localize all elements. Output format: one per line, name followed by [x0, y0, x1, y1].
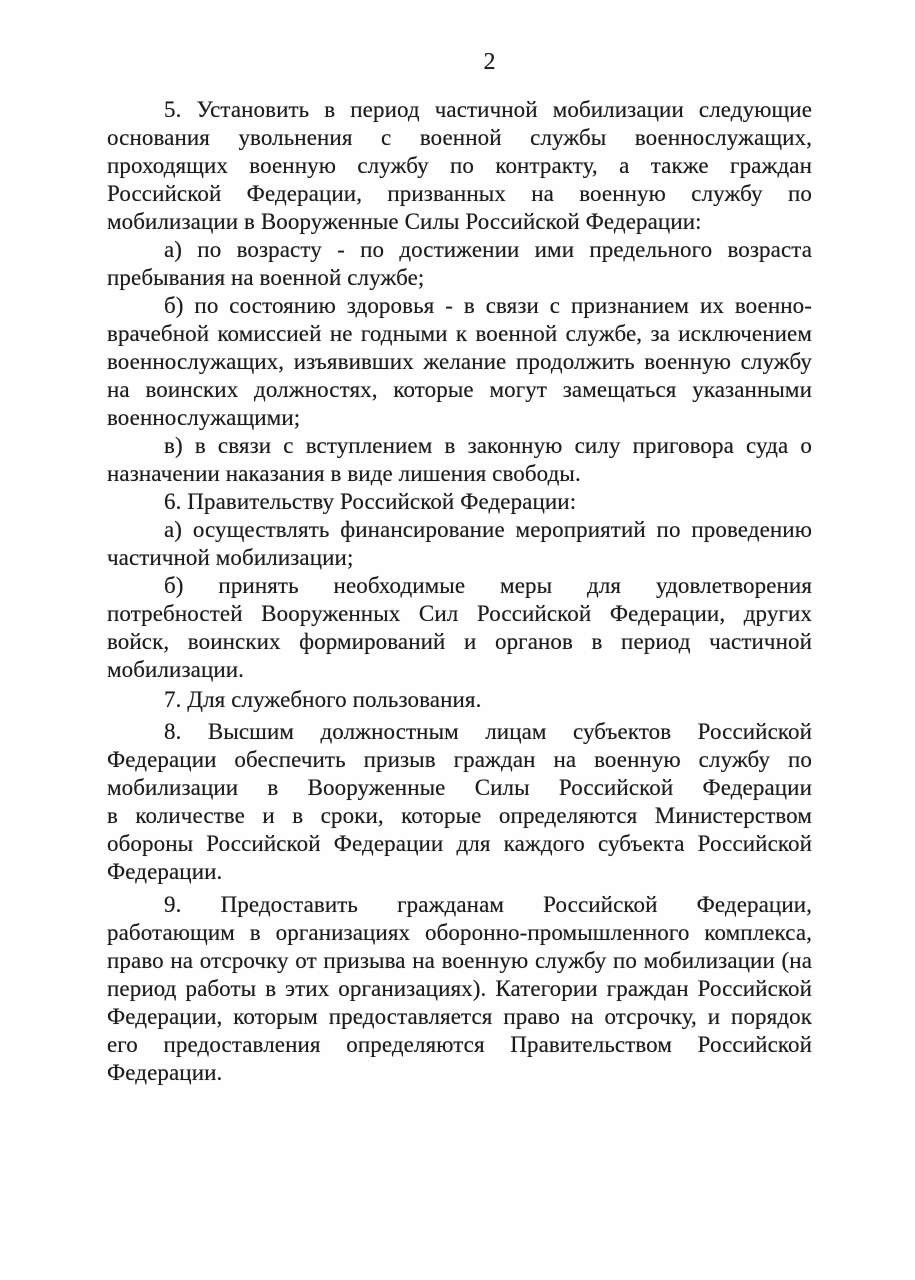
- paragraph-item-5-v: [107, 432, 812, 488]
- text-line: 5. Установить в период частичной мобилизации следующие: [164, 97, 812, 122]
- text-line: мобилизации в Вооруженные Силы Российской Федерации:: [107, 209, 702, 234]
- paragraph-item-5: [107, 96, 812, 236]
- text-line: 8. Высшим должностным лицам субъектов Российской: [164, 719, 812, 744]
- text-line: основания увольнения с военной службы военнослужащих,: [107, 125, 812, 150]
- paragraph-item-6-b: [107, 572, 812, 684]
- text-line: военнослужащими;: [107, 405, 301, 430]
- text-line: а) по возрасту - по достижении ими предельного возраста: [164, 237, 812, 262]
- text-line: 9. Предоставить гражданам Российской Федерации,: [164, 892, 812, 917]
- text-line: б) принять необходимые меры для удовлетворения: [164, 573, 812, 598]
- page-number: 2: [483, 49, 496, 75]
- text-line: в количестве и в сроки, которые определяются Министерством: [107, 803, 812, 828]
- paragraph-item-8: [107, 718, 812, 886]
- paragraph-item-5-b: [107, 292, 812, 432]
- text-line: Российской Федерации, призванных на военную службу по: [107, 181, 812, 206]
- text-line: врачебной комиссией не годными к военной службе, за исключением: [107, 321, 812, 346]
- text-line: мобилизации в Вооруженные Силы Российской Федерации: [107, 775, 812, 800]
- paragraph-item-6: [107, 488, 812, 516]
- text-line: а) осуществлять финансирование мероприятий по проведению: [164, 517, 812, 542]
- text-line: обороны Российской Федерации для каждого субъекта Российской: [107, 831, 812, 856]
- document-body: [107, 96, 812, 1087]
- text-line: 7. Для служебного пользования.: [164, 687, 482, 712]
- text-line: частичной мобилизации;: [107, 545, 354, 570]
- text-line: право на отсрочку от призыва на военную службу по мобилизации (на: [107, 948, 812, 973]
- text-line: его предоставления определяются Правительством Российской: [107, 1032, 812, 1057]
- text-line: войск, воинских формирований и органов в период частичной: [107, 629, 812, 654]
- text-line: пребывания на военной службе;: [107, 265, 425, 290]
- paragraph-item-7: [107, 686, 812, 714]
- text-line: проходящих военную службу по контракту, а также граждан: [107, 153, 812, 178]
- text-line: Федерации.: [107, 859, 223, 884]
- text-line: военнослужащих, изъявивших желание продолжить военную службу: [107, 349, 812, 374]
- text-line: 6. Правительству Российской Федерации:: [164, 489, 577, 514]
- paragraph-item-5-a: [107, 236, 812, 292]
- text-line: на воинских должностях, которые могут замещаться указанными: [107, 377, 812, 402]
- text-line: работающим в организациях оборонно-промышленного комплекса,: [107, 920, 812, 945]
- paragraph-item-9: [107, 891, 812, 1087]
- text-line: в) в связи с вступлением в законную силу приговора суда о: [164, 433, 812, 458]
- text-line: мобилизации.: [107, 657, 245, 682]
- text-line: потребностей Вооруженных Сил Российской Федерации, других: [107, 601, 812, 626]
- text-line: период работы в этих организациях). Категории граждан Российской: [107, 976, 812, 1001]
- text-line: Федерации, которым предоставляется право на отсрочку, и порядок: [107, 1004, 812, 1029]
- text-line: Федерации обеспечить призыв граждан на военную службу по: [107, 747, 812, 772]
- text-line: б) по состоянию здоровья - в связи с признанием их военно-: [164, 293, 812, 318]
- text-line: Федерации.: [107, 1060, 223, 1085]
- text-line: назначении наказания в виде лишения свободы.: [107, 461, 581, 486]
- paragraph-item-6-a: [107, 516, 812, 572]
